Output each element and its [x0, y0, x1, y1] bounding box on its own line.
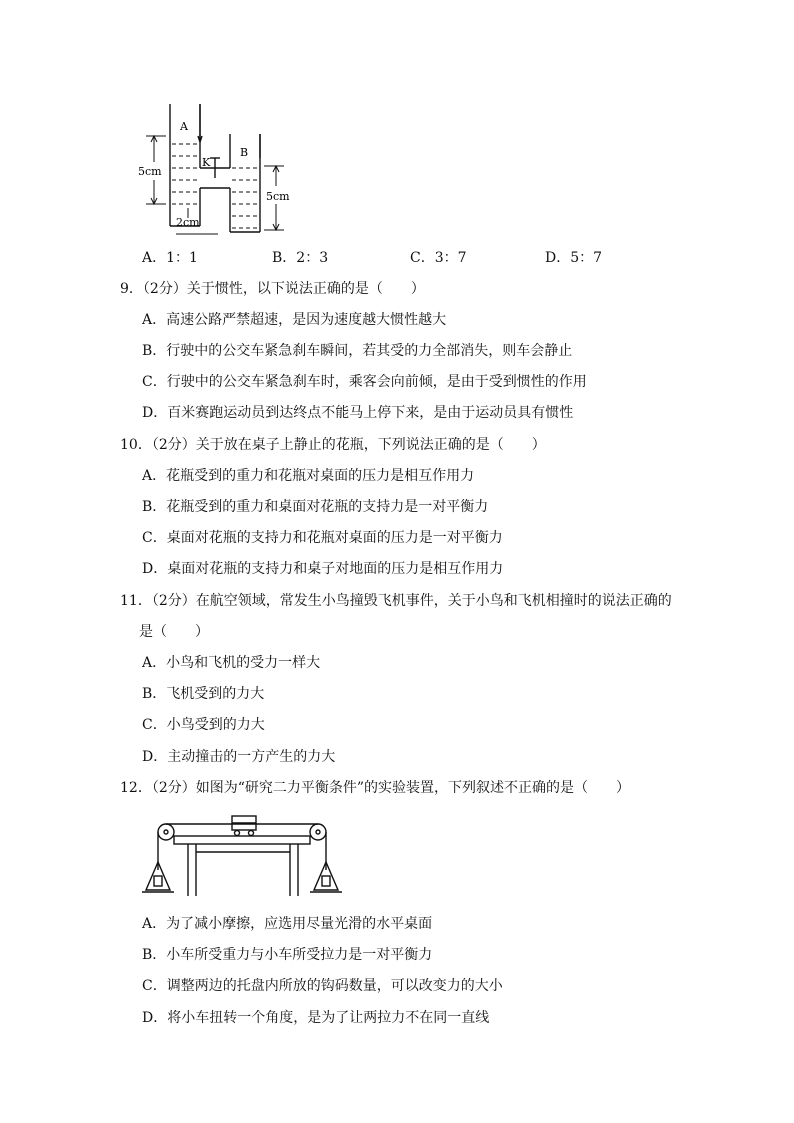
q12-stem: 12．（2分）如图为“研究二力平衡条件”的实验装置，下列叙述不正确的是（ ） [120, 780, 631, 796]
q10-option-b: B．花瓶受到的重力和桌面对花瓶的支持力是一对平衡力 [142, 499, 489, 515]
q9-option-b: B．行驶中的公交车紧急刹车瞬间，若其受的力全部消失，则车会静止 [142, 343, 573, 359]
q12-option-d: D．将小车扭转一个角度，是为了让两拉力不在同一直线 [142, 1010, 490, 1026]
q8-option-a: A．1：1 [142, 250, 198, 266]
q11-option-c: C．小鸟受到的力大 [142, 717, 265, 733]
q11-stem-line2: 是（ ） [139, 624, 209, 640]
q8-option-d: D．5：7 [545, 250, 603, 266]
q9-stem: 9．（2分）关于惯性，以下说法正确的是（ ） [120, 281, 425, 297]
label-right-height: 5cm [266, 190, 290, 203]
q11-option-a: A．小鸟和飞机的受力一样大 [142, 655, 321, 671]
label-b: B [240, 146, 249, 159]
q12-option-a: A．为了减小摩擦，应选用尽量光滑的水平桌面 [142, 916, 433, 932]
q9-option-c: C．行驶中的公交车紧急刹车时，乘客会向前倾，是由于受到惯性的作用 [142, 374, 587, 390]
q10-option-a: A．花瓶受到的重力和花瓶对桌面的压力是相互作用力 [142, 468, 475, 484]
label-a: A [180, 120, 188, 133]
q11-option-d: D．主动撞击的一方产生的力大 [142, 749, 336, 765]
u-tube-figure [136, 100, 306, 240]
q12-option-c: C．调整两边的托盘内所放的钩码数量，可以改变力的大小 [142, 978, 503, 994]
q9-option-d: D．百米赛跑运动员到达终点不能马上停下来，是由于运动员具有惯性 [142, 405, 574, 421]
label-k: K [202, 156, 211, 169]
label-left-height: 5cm [138, 165, 162, 178]
q8-option-c: C．3：7 [410, 250, 467, 266]
q10-option-c: C．桌面对花瓶的支持力和花瓶对桌面的压力是一对平衡力 [142, 530, 503, 546]
q8-option-b: B．2：3 [272, 250, 329, 266]
q11-option-b: B．飞机受到的力大 [142, 686, 265, 702]
q9-option-a: A．高速公路严禁超速，是因为速度越大惯性越大 [142, 312, 447, 328]
q10-option-d: D．桌面对花瓶的支持力和桌子对地面的压力是相互作用力 [142, 561, 504, 577]
q12-option-b: B．小车所受重力与小车所受拉力是一对平衡力 [142, 947, 433, 963]
balance-apparatus-figure [140, 812, 350, 900]
q11-stem-line1: 11．（2分）在航空领域，常发生小鸟撞毁飞机事件，关于小鸟和飞机相撞时的说法正确的 [120, 593, 672, 609]
q10-stem: 10．（2分）关于放在桌子上静止的花瓶，下列说法正确的是（ ） [120, 437, 546, 453]
label-bottom: 2cm [176, 216, 200, 229]
